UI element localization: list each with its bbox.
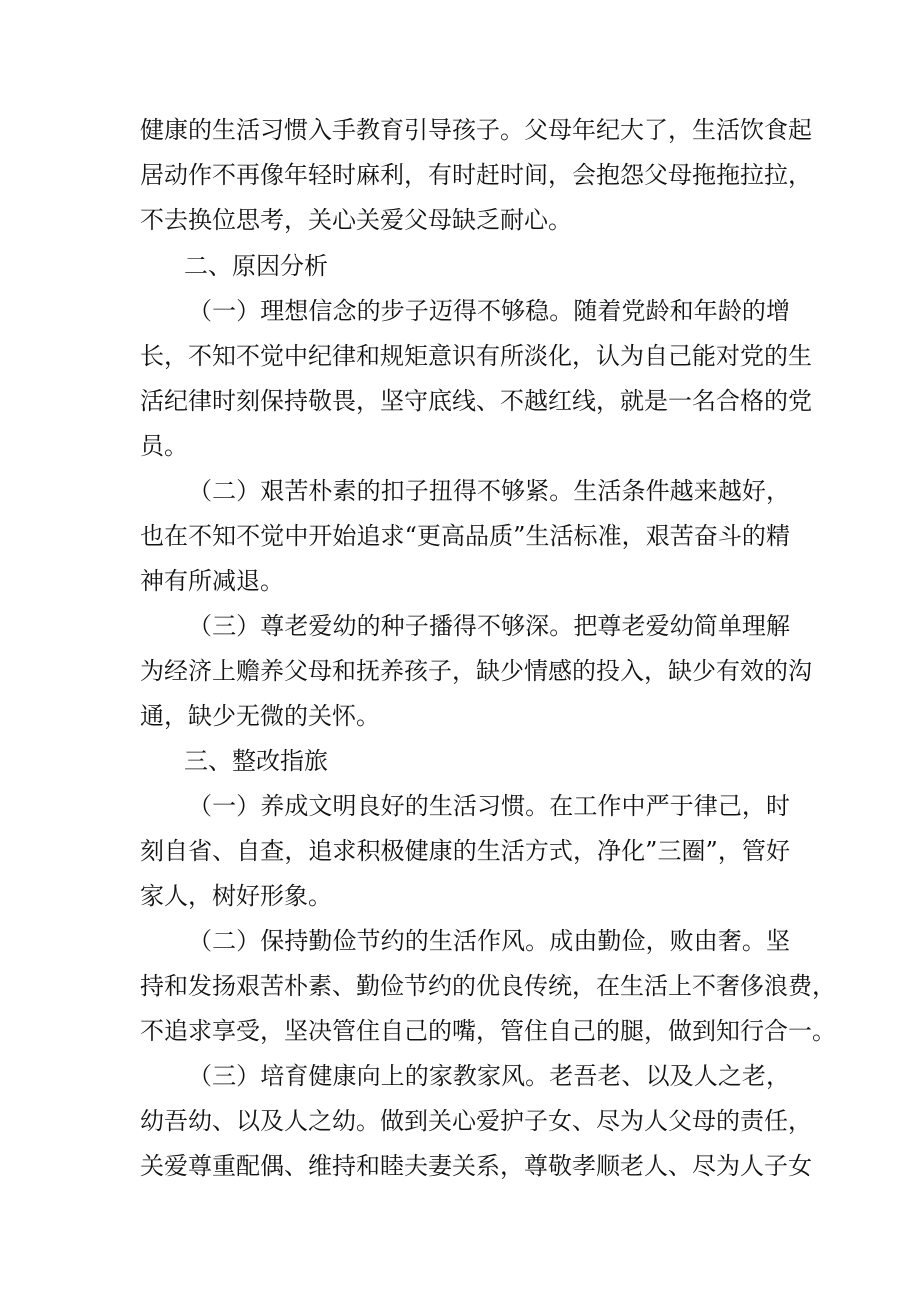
paragraph-line: 幼吾幼、以及人之幼。做到关心爱护子女、尽为人父母的责任， <box>140 1107 812 1135</box>
paragraph-line: 也在不知不觉中开始追求“更高品质”生活标准，艰苦奋斗的精 <box>140 522 790 550</box>
paragraph-line: 关爱尊重配偶、维持和睦夫妻关系，尊敬孝顺老人、尽为人子女 <box>140 1152 812 1180</box>
paragraph-line: 健康的生活习惯入手教育引导孩子。父母年纪大了，生活饮食起 <box>140 116 812 144</box>
paragraph-line: （三）培育健康向上的家教家风。老吾老、以及人之老， <box>188 1062 790 1090</box>
paragraph-line: 家人，树好形象。 <box>140 882 332 910</box>
paragraph-line: 长，不知不觉中纪律和规矩意识有所淡化，认为自己能对党的生 <box>140 342 812 370</box>
paragraph-line: 不追求享受，坚决管住自己的嘴，管住自己的腿，做到知行合一。 <box>140 1017 836 1045</box>
paragraph-line: 不去换位思考，关心关爱父母缺乏耐心。 <box>140 206 572 234</box>
paragraph-line: 通，缺少无微的关怀。 <box>140 702 380 730</box>
paragraph-line: 刻自省、自查，追求积极健康的生活方式，净化”三圈”，管好 <box>140 837 790 865</box>
paragraph-line: （二）艰苦朴素的扣子扭得不够紧。生活条件越来越好， <box>188 477 790 505</box>
paragraph-line: （一）养成文明良好的生活习惯。在工作中严于律己，时 <box>188 792 790 820</box>
paragraph-line: （三）尊老爱幼的种子播得不够深。把尊老爱幼简单理解 <box>188 612 790 640</box>
paragraph-line: （一）理想信念的步子迈得不够稳。随着党龄和年龄的增 <box>188 297 790 325</box>
section-heading-rectification: 三、整改指旅 <box>184 747 328 775</box>
paragraph-line: 居动作不再像年轻时麻利，有时赶时间，会抱怨父母拖拖拉拉， <box>140 161 812 189</box>
section-heading-cause-analysis: 二、原因分析 <box>184 252 328 280</box>
paragraph-line: 为经济上赡养父母和抚养孩子，缺少情感的投入，缺少有效的沟 <box>140 657 812 685</box>
paragraph-line: 持和发扬艰苦朴素、勤俭节约的优良传统，在生活上不奢侈浪费， <box>140 972 836 1000</box>
paragraph-line: 员。 <box>140 432 188 460</box>
paragraph-line: （二）保持勤俭节约的生活作风。成由勤俭，败由奢。坚 <box>188 927 790 955</box>
paragraph-line: 活纪律时刻保持敬畏，坚守底线、不越红线，就是一名合格的党 <box>140 387 812 415</box>
paragraph-line: 神有所减退。 <box>140 567 284 595</box>
